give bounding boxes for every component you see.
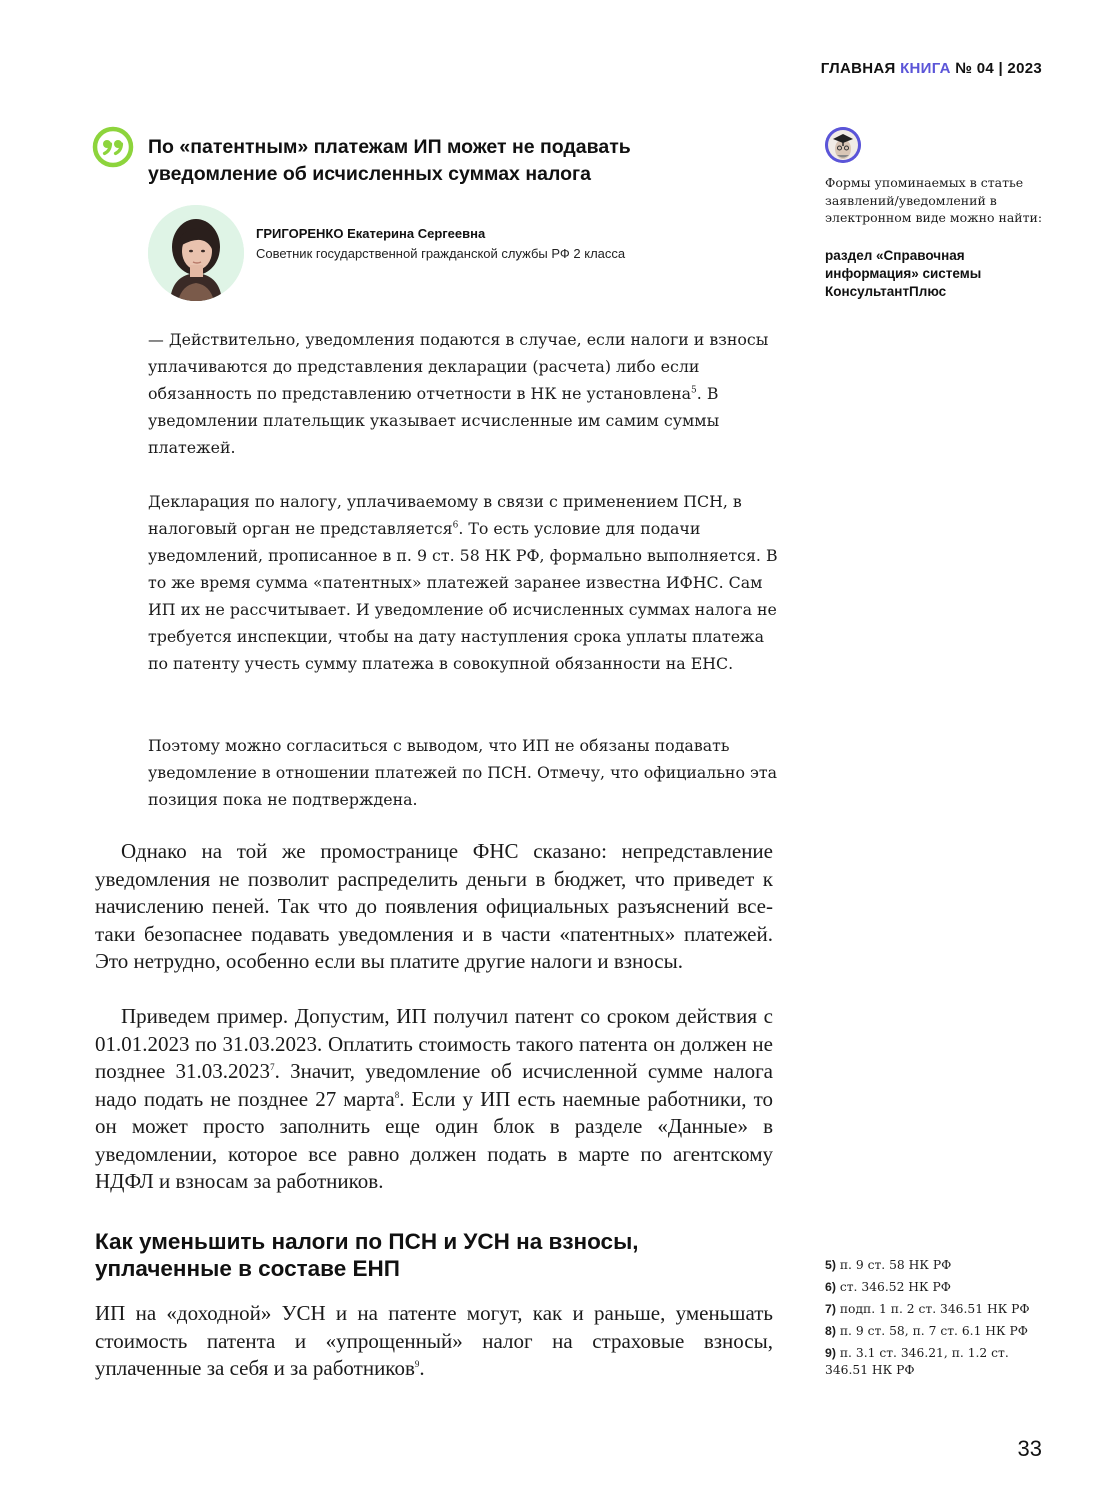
body-paragraph-2 [95, 1003, 773, 1196]
footnote-text: п. 3.1 ст. 346.21, п. 1.2 ст. 346.51 НК РФ [825, 1346, 1009, 1377]
footnote-text: п. 9 ст. 58 НК РФ [839, 1258, 952, 1272]
answer-paragraph-2 [148, 488, 778, 677]
answer-paragraph-1 [148, 326, 778, 461]
footnote-text: ст. 346.52 НК РФ [839, 1280, 951, 1294]
footnote-num: 7) [825, 1302, 836, 1316]
portrait-icon [148, 205, 244, 301]
sidebar-note: Формы упоминаемых в статье заявлений/уведомлений в электронном виде можно найти: [825, 175, 1043, 225]
body-p2-b: . Значит, уведомление об исчисленной сумме налога надо подать не позднее 27 марта [95, 1059, 773, 1111]
body-p3-a: ИП на «доходной» УСН и на патенте могут, как и раньше, уменьшать стоимость патента и «упрощенный» налог на страховые взносы, уплаченные за себя и за работников [95, 1301, 773, 1380]
footnote-8 [825, 1320, 1055, 1342]
brand-main: ГЛАВНАЯ [820, 60, 896, 77]
expert-name: ГРИГОРЕНКО Екатерина Сергеевна [256, 226, 486, 241]
footnote-ref-8: 8 [394, 1089, 400, 1100]
answer-p1-text: — Действительно, уведомления подаются в случае, если налоги и взносы уплачиваются до представления декларации (расчета) либо если обязанность по представлению отчетности в НК не установлена [148, 330, 769, 403]
body-p3-b: . [419, 1356, 425, 1380]
section-heading: Как уменьшить налоги по ПСН и УСН на взносы, уплаченные в составе ЕНП [95, 1229, 639, 1281]
footnotes [825, 1254, 1055, 1379]
footnote-ref-7: 7 [270, 1062, 275, 1072]
footnote-text: п. 9 ст. 58, п. 7 ст. 6.1 НК РФ [839, 1324, 1028, 1338]
answer-p2-tail: . То есть условие для подачи уведомлений, прописанное в п. 9 ст. 58 НК РФ, формально выполняется. В то же время сумма «патентных» платежей заранее известна ИФНС. Сам ИП их не рассчитывает. И уведомление об исчисленных суммах налога не требуется инспекции, чтобы на дату наступления срока уплаты платежа по патенту учесть сумму платежа в совокупной обязанности на ЕНС. [148, 519, 778, 673]
footnote-ref-5: 5 [691, 385, 697, 396]
sidebar-link-text: раздел «Справочная информация» системы КонсультантПлюс [825, 248, 982, 299]
body-paragraph-1: Однако на той же промостранице ФНС сказано: непредставление уведомления не позволит распределить деньги в бюджет, что приведет к начислению пеней. Так что до появления официальных разъяснений все-таки безопаснее подавать уведомления и в части «патентных» платежей. Это нетрудно, особенно если вы платите другие налоги и взносы. [95, 839, 773, 973]
quote-title: По «патентным» платежам ИП может не подавать уведомление об исчисленных суммах налога [148, 136, 631, 185]
footnote-text: подп. 1 п. 2 ст. 346.51 НК РФ [839, 1302, 1030, 1316]
body-paragraph-3 [95, 1300, 773, 1383]
footnote-6 [825, 1276, 1055, 1298]
footnote-num: 8) [825, 1324, 836, 1338]
footnote-ref-9: 9 [414, 1359, 420, 1369]
issue-number: № 04 | 2023 [955, 60, 1042, 77]
footnote-5 [825, 1254, 1055, 1276]
scholar-icon [825, 127, 861, 163]
footnote-num: 9) [825, 1346, 836, 1360]
expert-role: Советник государственной гражданской службы РФ 2 класса [256, 246, 626, 261]
quote-mark-icon [92, 126, 134, 168]
masthead [821, 60, 1042, 77]
page-number: 33 [1017, 1436, 1042, 1461]
answer-p2-text: Декларация по налогу, уплачиваемому в связи с применением ПСН, в налоговый орган не представляется [148, 492, 742, 538]
footnote-9 [825, 1345, 1055, 1379]
answer-paragraph-3: Поэтому можно согласиться с выводом, что ИП не обязаны подавать уведомление в отношении платежей по ПСН. Отмечу, что официально эта позиция пока не подтверждена. [148, 736, 777, 809]
footnote-ref-6: 6 [452, 520, 459, 531]
body-p2-a: Приведем пример. Допустим, ИП получил патент со сроком действия с 01.01.2023 по 31.03.2023. Оплатить стоимость такого патента он должен не позднее 31.03.2023 [95, 1004, 773, 1083]
body-p2-c: . Если у ИП есть наемные работники, то он может просто заполнить еще один блок в разделе «Данные» в уведомлении, которое все равно должен подать в марте по агентскому НДФЛ и взносам за работников. [95, 1086, 773, 1193]
brand-accent: КНИГА [900, 60, 951, 77]
expert-avatar [148, 205, 244, 301]
footnote-num: 5) [825, 1258, 836, 1272]
footnote-num: 6) [825, 1280, 836, 1294]
answer-p1-tail: . В уведомлении плательщик указывает исчисленные им самим суммы платежей. [148, 384, 720, 457]
footnote-7 [825, 1298, 1055, 1320]
